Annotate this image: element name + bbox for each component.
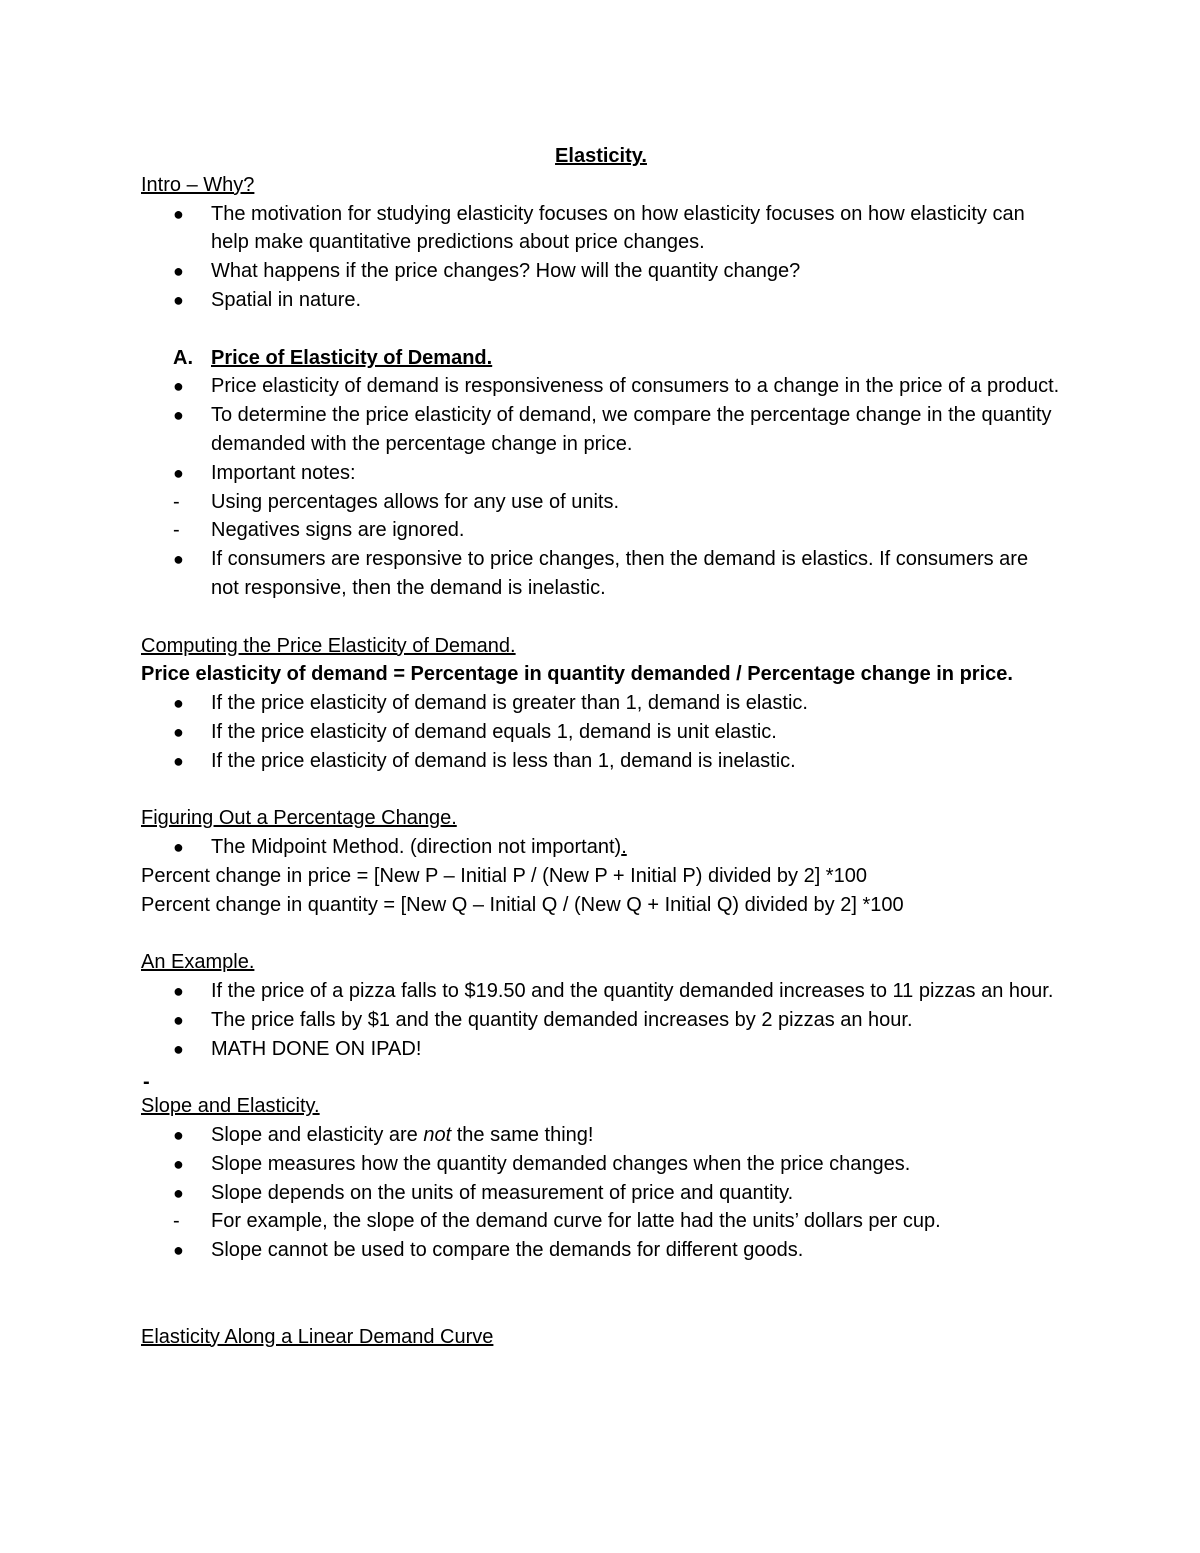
list-item-text-post: the same thing! bbox=[451, 1124, 594, 1147]
list-item-text bbox=[211, 1124, 593, 1146]
bullet-icon: ● bbox=[173, 376, 184, 397]
list-item-text: The Midpoint Method. (direction not important) bbox=[211, 836, 622, 859]
linear-heading: Elasticity Along a Linear Demand Curve bbox=[141, 1325, 494, 1348]
list-item-text: If the price elasticity of demand equals 1, demand is unit elastic. bbox=[211, 720, 777, 743]
list-item bbox=[141, 257, 1061, 286]
list-item-text: If consumers are responsive to price changes, then the demand is elastics. If consumers are not responsive, then the demand is inelastic. bbox=[211, 548, 1029, 599]
section-a-heading: Price of Elasticity of Demand. bbox=[211, 346, 493, 369]
spacer bbox=[141, 603, 1061, 632]
bullet-icon: ● bbox=[173, 1153, 184, 1174]
list-item-text: If the price of a pizza falls to $19.50 and the quantity demanded increases to 11 pizzas an hour. bbox=[211, 980, 1054, 1003]
spacer bbox=[141, 920, 1061, 949]
bullet-icon: ● bbox=[173, 1240, 184, 1261]
quantity-change-formula: Percent change in quantity = [New Q – Initial Q / (New Q + Initial Q) divided by 2] *100 bbox=[141, 893, 904, 916]
list-item bbox=[141, 516, 1061, 545]
spacer bbox=[141, 776, 1061, 805]
stray-mark: - bbox=[143, 1070, 150, 1093]
list-item bbox=[141, 545, 1061, 603]
bullet-icon: ● bbox=[173, 203, 184, 224]
bullet-icon: ● bbox=[173, 1009, 184, 1030]
bullet-icon: ● bbox=[173, 750, 184, 771]
list-item bbox=[141, 1121, 1061, 1150]
dash-marker: - bbox=[173, 519, 180, 542]
bullet-icon: ● bbox=[173, 1182, 184, 1203]
list-item bbox=[141, 1035, 1061, 1064]
list-item bbox=[141, 286, 1061, 315]
list-item-text: Slope measures how the quantity demanded changes when the price changes. bbox=[211, 1152, 911, 1175]
price-change-formula: Percent change in price = [New P – Initial P / (New P + Initial P) divided by 2] *100 bbox=[141, 864, 867, 887]
list-item-text: Using percentages allows for any use of units. bbox=[211, 490, 619, 513]
list-item-text: What happens if the price changes? How will the quantity change? bbox=[211, 260, 801, 283]
section-a-heading-row bbox=[141, 344, 1061, 373]
list-item-text: To determine the price elasticity of demand, we compare the percentage change in the quantity demanded with the percentage change in price. bbox=[211, 404, 1052, 455]
section-marker: A. bbox=[173, 346, 193, 369]
list-item bbox=[141, 459, 1061, 488]
list-item bbox=[141, 689, 1061, 718]
list-item-text: The price falls by $1 and the quantity demanded increases by 2 pizzas an hour. bbox=[211, 1008, 913, 1031]
list-item-text: Negatives signs are ignored. bbox=[211, 519, 465, 542]
list-item bbox=[141, 200, 1061, 258]
list-item bbox=[141, 747, 1061, 776]
intro-heading: Intro – Why? bbox=[141, 173, 255, 196]
list-item bbox=[141, 1150, 1061, 1179]
bullet-icon: ● bbox=[173, 981, 184, 1002]
bullet-icon: ● bbox=[173, 837, 184, 858]
list-item bbox=[141, 1179, 1061, 1208]
list-item bbox=[141, 977, 1061, 1006]
list-item bbox=[141, 401, 1061, 459]
list-item bbox=[141, 1006, 1061, 1035]
list-item bbox=[141, 372, 1061, 401]
list-item bbox=[141, 488, 1061, 517]
bullet-icon: ● bbox=[173, 462, 184, 483]
bullet-icon: ● bbox=[173, 261, 184, 282]
list-item-text: Important notes: bbox=[211, 461, 356, 484]
list-item bbox=[141, 718, 1061, 747]
list-item-text: If the price elasticity of demand is less than 1, demand is inelastic. bbox=[211, 749, 796, 772]
list-item-text: Price elasticity of demand is responsiveness of consumers to a change in the price of a product. bbox=[211, 375, 1060, 398]
list-item-text: Spatial in nature. bbox=[211, 288, 362, 311]
list-item-text: For example, the slope of the demand curve for latte had the units’ dollars per cup. bbox=[211, 1210, 941, 1233]
bullet-icon: ● bbox=[173, 405, 184, 426]
list-item bbox=[141, 1207, 1061, 1236]
bullet-icon: ● bbox=[173, 1038, 184, 1059]
bullet-icon: ● bbox=[173, 549, 184, 570]
bullet-icon: ● bbox=[173, 1125, 184, 1146]
spacer bbox=[141, 315, 1061, 344]
list-item-end: . bbox=[621, 836, 627, 859]
spacer bbox=[141, 1265, 1061, 1323]
list-item bbox=[141, 833, 1061, 862]
list-item-text-pre: Slope and elasticity are bbox=[211, 1124, 424, 1147]
stray-mark-row bbox=[141, 1064, 1061, 1093]
elasticity-formula: Price elasticity of demand = Percentage in quantity demanded / Percentage change in price. bbox=[141, 663, 1013, 686]
list-item-text: MATH DONE ON IPAD! bbox=[211, 1037, 422, 1060]
bullet-icon: ● bbox=[173, 721, 184, 742]
example-heading: An Example. bbox=[141, 951, 255, 974]
list-item-text: The motivation for studying elasticity focuses on how elasticity focuses on how elasticity can help make quantitative predictions about price changes. bbox=[211, 202, 1025, 254]
bullet-icon: ● bbox=[173, 289, 184, 310]
list-item-text: Slope depends on the units of measurement of price and quantity. bbox=[211, 1181, 794, 1204]
list-item-text: If the price elasticity of demand is greater than 1, demand is elastic. bbox=[211, 692, 808, 715]
figuring-heading: Figuring Out a Percentage Change. bbox=[141, 807, 457, 830]
computing-heading: Computing the Price Elasticity of Demand. bbox=[141, 634, 516, 657]
dash-marker: - bbox=[173, 490, 180, 513]
slope-heading: Slope and Elasticity. bbox=[141, 1095, 320, 1118]
document-body bbox=[141, 142, 1061, 1351]
list-item bbox=[141, 1236, 1061, 1265]
dash-marker: - bbox=[173, 1210, 180, 1233]
list-item-text: Slope cannot be used to compare the demands for different goods. bbox=[211, 1239, 804, 1262]
emphasis-text: not bbox=[423, 1124, 452, 1147]
bullet-icon: ● bbox=[173, 693, 184, 714]
document-title: Elasticity. bbox=[555, 145, 647, 167]
